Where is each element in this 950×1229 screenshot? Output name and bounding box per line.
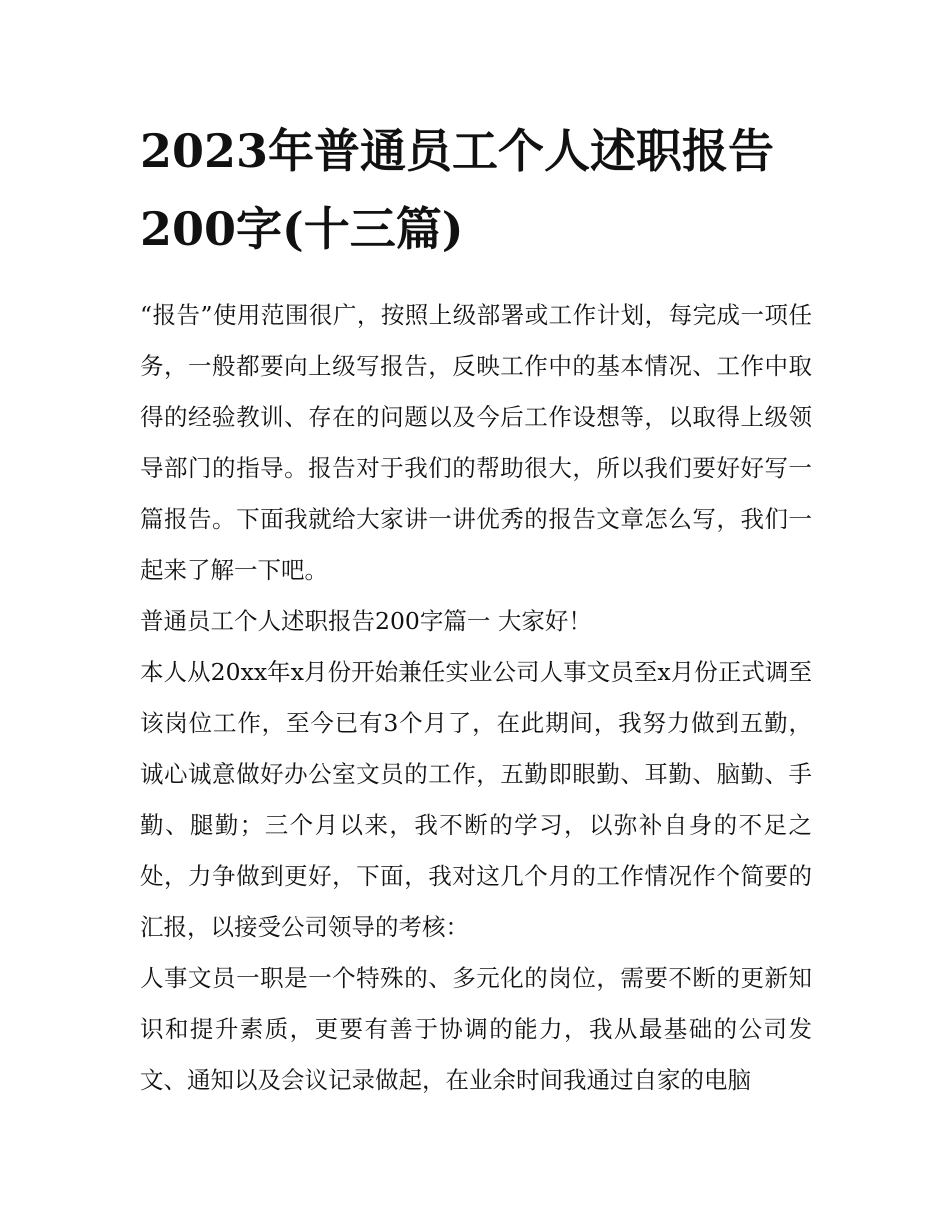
document-title: 2023年普通员工个人述职报告200字(十三篇) <box>140 124 775 256</box>
paragraph-section-heading: 普通员工个人述职报告200字篇一 大家好！ <box>140 607 592 635</box>
paragraph-body-2: 人事文员一职是一个特殊的、多元化的岗位，需要不断的更新知识和提升素质，更要有善于协调的能力，我从最基础的公司发文、通知以及会议记录做起，在业余时间我通过自家的电脑 <box>140 964 812 1094</box>
paragraph-body-1: 本人从20xx年x月份开始兼任实业公司人事文员至x月份正式调至该岗位工作，至今已有3个月了，在此期间，我努力做到五勤，诚心诚意做好办公室文员的工作，五勤即眼勤、耳勤、脑勤、手勤、腿勤；三个月以来，我不断的学习，以弥补自身的不足之处，力争做到更好，下面，我对这几个月的工作情况作个简要的汇报，以接受公司领导的考核： <box>140 658 812 941</box>
document-page <box>140 112 812 1106</box>
paragraph-intro: “报告”使用范围很广，按照上级部署或工作计划，每完成一项任务，一般都要向上级写报告，反映工作中的基本情况、工作中取得的经验教训、存在的问题以及今后工作设想等，以取得上级领导部门的指导。报告对于我们的帮助很大，所以我们要好好写一篇报告。下面我就给大家讲一讲优秀的报告文章怎么写，我们一起来了解一下吧。 <box>140 301 812 584</box>
